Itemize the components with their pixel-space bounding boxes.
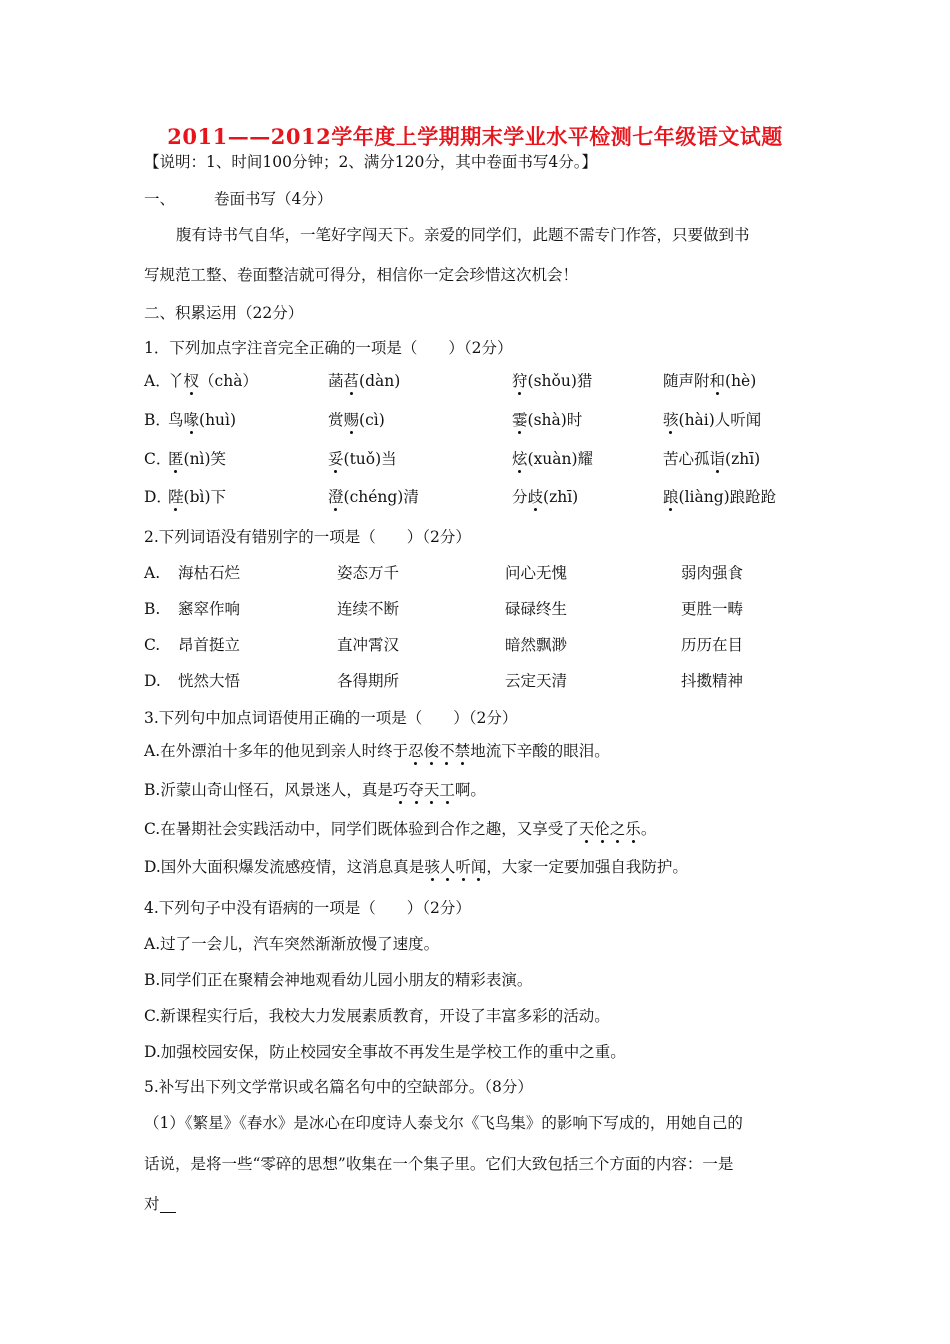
option-text: D.国外大面积爆发流感疫情，这消息真是 (144, 858, 425, 876)
pinyin-text: （chà） (199, 372, 258, 390)
dotted-character: 骇 (663, 411, 679, 429)
option-letter: B． (144, 411, 171, 429)
pinyin-text: (cì) (359, 411, 385, 429)
option-text: 苦心孤 (663, 450, 710, 468)
pinyin-text: (xuàn)耀 (527, 450, 594, 468)
word-option: 海枯石烂 (178, 564, 241, 582)
question-2-stem: 2.下列词语没有错别字的一项是（ ）（2分） (144, 528, 471, 546)
pinyin-option (168, 374, 258, 390)
word-option: 直冲霄汉 (337, 636, 400, 654)
word-option: 碌碌终生 (505, 600, 568, 618)
option-text: 赏 (328, 411, 344, 429)
pinyin-option (168, 452, 226, 468)
question-3-option (144, 822, 656, 838)
pinyin-text: (bì)下 (183, 488, 226, 506)
word-option: 问心无愧 (505, 564, 568, 582)
pinyin-option (512, 374, 592, 390)
word-option: 更胜一畴 (681, 600, 744, 618)
section-1-paragraph-line: 写规范工整、卷面整洁就可得分，相信你一定会珍惜这次机会！ (144, 266, 579, 284)
pinyin-option (168, 413, 236, 429)
option-text: 随声附 (663, 372, 710, 390)
option-letter: C． (144, 450, 172, 468)
question-5-stem: 5.补写出下列文学常识或名篇名句中的空缺部分。（8分） (144, 1078, 533, 1096)
option-text: 啊。 (454, 781, 486, 799)
word-option: 历历在目 (681, 636, 744, 654)
dotted-character: 陛 (168, 488, 184, 506)
pinyin-text: (nì)笑 (183, 450, 227, 468)
dotted-character: 澄 (328, 488, 344, 506)
pinyin-text: (chéng)清 (343, 488, 419, 506)
question-1-stem: 1．下列加点字注音完全正确的一项是（ ）（2分） (144, 339, 513, 357)
dotted-character: 忍 (408, 742, 424, 760)
pinyin-text: (zhī) (543, 488, 579, 506)
dotted-character: 妥 (328, 450, 344, 468)
dotted-character: 天 (423, 781, 440, 799)
dotted-character: 萏 (343, 372, 360, 390)
option-letter: D． (144, 488, 172, 506)
option-letter: A． (144, 372, 171, 390)
word-option: 窸窣作响 (178, 600, 241, 618)
option-letter: A. (144, 564, 161, 582)
option-text: 分 (512, 488, 528, 506)
question-5-text-line: 话说，是将一些“零碎的思想”收集在一个集子里。它们大致包括三个方面的内容：一是 (144, 1155, 734, 1173)
dotted-character: 歧 (527, 488, 544, 506)
dotted-character: 诣 (709, 450, 726, 468)
dotted-character: 之 (609, 820, 626, 838)
dotted-character: 夺 (408, 781, 424, 799)
option-letter: D. (144, 672, 161, 690)
question-5-text-line: （1）《繁星》《春水》是冰心在印度诗人泰戈尔《飞鸟集》的影响下写成的，用她自己的 (144, 1114, 743, 1132)
answer-blank[interactable] (160, 1198, 176, 1213)
pinyin-text: (tuǒ)当 (343, 450, 397, 468)
dotted-character: 匿 (168, 450, 184, 468)
dotted-character: 伦 (594, 820, 610, 838)
question-5-text-line (144, 1197, 176, 1213)
word-option: 恍然大悟 (178, 672, 241, 690)
question-4-option: B.同学们正在聚精会神地观看幼儿园小朋友的精彩表演。 (144, 971, 533, 989)
pinyin-option (512, 452, 593, 468)
dotted-character: 杈 (183, 372, 200, 390)
dotted-character: 工 (439, 781, 455, 799)
exam-instructions: 【说明：1、时间100分钟；2、满分120分，其中卷面书写4分。】 (144, 153, 598, 171)
dotted-character: 和 (709, 372, 726, 390)
dotted-character: 人 (439, 858, 456, 876)
dotted-character: 俊 (423, 742, 440, 760)
option-text: ，大家一定要加强自我防护。 (486, 858, 688, 876)
exam-title: 2011——2012学年度上学期期末学业水平检测七年级语文试题 (167, 124, 783, 149)
question-3-option (144, 860, 688, 876)
pinyin-text: (huì) (199, 411, 237, 429)
pinyin-option (663, 490, 776, 506)
pinyin-text: (hài)人听闻 (678, 411, 762, 429)
option-text: 鸟 (168, 411, 184, 429)
pinyin-option (663, 413, 761, 429)
question-3-option (144, 744, 610, 760)
pinyin-option (663, 374, 756, 390)
pinyin-text: (liàng)踉跄跄 (678, 488, 777, 506)
pinyin-option (328, 374, 400, 390)
section-1-heading: 卷面书写（4分） (214, 190, 333, 208)
option-text: 地流下辛酸的眼泪。 (470, 742, 610, 760)
section-2-heading: 二、积累运用（22分） (144, 304, 304, 322)
dotted-character: 乐 (625, 820, 641, 838)
dotted-character: 巧 (392, 781, 409, 799)
pinyin-option (328, 452, 397, 468)
word-option: 抖擞精神 (681, 672, 744, 690)
pinyin-option (512, 490, 578, 506)
pinyin-option (663, 452, 760, 468)
option-letter: C. (144, 636, 161, 654)
question-4-option: A.过了一会儿，汽车突然渐渐放慢了速度。 (144, 935, 440, 953)
word-option: 姿态万千 (337, 564, 400, 582)
dotted-character: 骇 (424, 858, 440, 876)
option-text: 。 (640, 820, 657, 838)
question-3-stem: 3.下列句中加点词语使用正确的一项是（ ）（2分） (144, 709, 518, 727)
pinyin-text: (hè) (725, 372, 757, 390)
pinyin-text: (dàn) (359, 372, 401, 390)
dotted-character: 不 (439, 742, 455, 760)
word-option: 暗然飘渺 (505, 636, 568, 654)
word-option: 弱肉强食 (681, 564, 744, 582)
option-text: C.在暑期社会实践活动中，同学们既体验到合作之趣，又享受了 (144, 820, 579, 838)
dotted-character: 踉 (663, 488, 679, 506)
pinyin-text: (shà)时 (527, 411, 583, 429)
word-option: 连续不断 (337, 600, 400, 618)
dotted-character: 赐 (343, 411, 360, 429)
question-4-option: C.新课程实行后，我校大力发展素质教育，开设了丰富多彩的活动。 (144, 1007, 610, 1025)
option-text: 菡 (328, 372, 344, 390)
word-option: 昂首挺立 (178, 636, 241, 654)
option-text: A.在外漂泊十多年的他见到亲人时终于 (144, 742, 409, 760)
pinyin-option (512, 413, 582, 429)
pinyin-text: (shǒu)猎 (527, 372, 593, 390)
dotted-character: 炫 (512, 450, 528, 468)
option-letter: B. (144, 600, 161, 618)
question-5-fragment: 对 (144, 1195, 160, 1213)
word-option: 云定天清 (505, 672, 568, 690)
question-4-option: D.加强校园安保，防止校园安全事故不再发生是学校工作的重中之重。 (144, 1043, 626, 1061)
dotted-character: 狩 (512, 372, 528, 390)
option-text: 丫 (168, 372, 184, 390)
question-3-option (144, 783, 486, 799)
dotted-character: 闻 (470, 858, 487, 876)
dotted-character: 天 (578, 820, 595, 838)
pinyin-option (328, 413, 385, 429)
dotted-character: 禁 (454, 742, 471, 760)
section-1-paragraph-line: 腹有诗书气自华，一笔好字闯天下。亲爱的同学们，此题不需专门作答，只要做到书 (176, 226, 750, 244)
word-option: 各得期所 (337, 672, 400, 690)
dotted-character: 喙 (183, 411, 200, 429)
option-text: B.沂蒙山奇山怪石，风景迷人，真是 (144, 781, 393, 799)
dotted-character: 霎 (512, 411, 528, 429)
pinyin-option (328, 490, 419, 506)
dotted-character: 听 (455, 858, 471, 876)
pinyin-option (168, 490, 226, 506)
section-1-number: 一、 (144, 190, 176, 208)
question-4-stem: 4.下列句子中没有语病的一项是（ ）（2分） (144, 899, 471, 917)
pinyin-text: (zhī) (725, 450, 761, 468)
